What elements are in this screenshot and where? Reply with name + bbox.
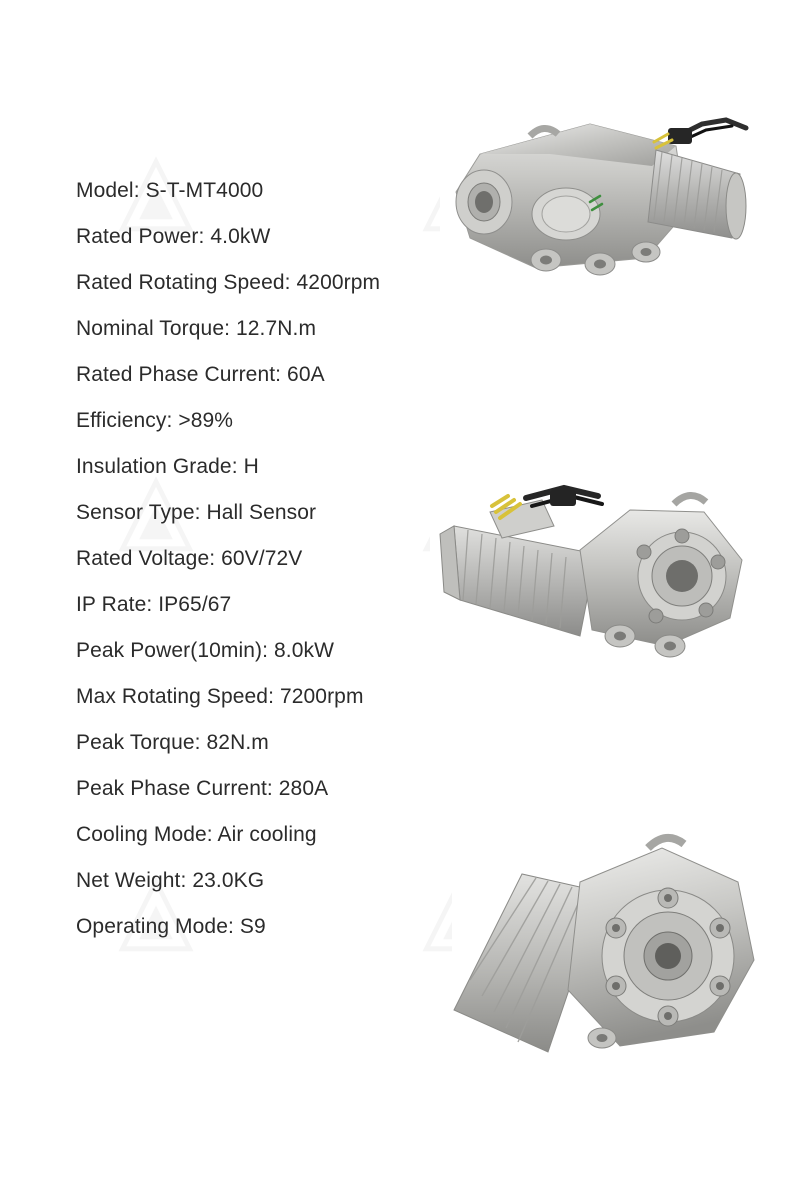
spec-value: 4.0kW <box>210 225 271 248</box>
spec-label: Rated Voltage: <box>76 547 216 570</box>
spec-value: Hall Sensor <box>206 501 317 524</box>
motor-photo-bottom <box>452 820 764 1068</box>
spec-label: Insulation Grade: <box>76 455 238 478</box>
spec-row <box>76 352 496 398</box>
spec-label: Peak Phase Current: <box>76 777 273 800</box>
spec-row <box>76 858 496 904</box>
spec-row <box>76 904 496 950</box>
spec-label: Rated Rotating Speed: <box>76 271 291 294</box>
spec-value: 82N.m <box>206 731 269 754</box>
spec-label: Rated Phase Current: <box>76 363 282 386</box>
spec-row <box>76 260 496 306</box>
spec-value: 8.0kW <box>273 639 334 662</box>
spec-row <box>76 168 496 214</box>
spec-value: IP65/67 <box>158 593 232 616</box>
spec-value: 280A <box>278 777 329 800</box>
spec-label: Cooling Mode: <box>76 823 213 846</box>
spec-value: 4200rpm <box>296 271 381 294</box>
spec-row <box>76 766 496 812</box>
spec-value: H <box>243 455 259 478</box>
spec-label: Sensor Type: <box>76 501 201 524</box>
spec-value: S9 <box>239 915 266 938</box>
motor-photo-middle <box>430 440 760 690</box>
spec-value: 60A <box>287 363 325 386</box>
motor-photo-top <box>440 62 758 302</box>
spec-label: Operating Mode: <box>76 915 234 938</box>
spec-label: Efficiency: <box>76 409 173 432</box>
spec-value: 7200rpm <box>279 685 364 708</box>
spec-row <box>76 398 496 444</box>
spec-value: 23.0KG <box>192 869 265 892</box>
spec-label: Max Rotating Speed: <box>76 685 275 708</box>
spec-label: Nominal Torque: <box>76 317 231 340</box>
spec-label: Rated Power: <box>76 225 205 248</box>
spec-value: >89% <box>178 409 234 432</box>
spec-value: Air cooling <box>217 823 317 846</box>
spec-row <box>76 812 496 858</box>
spec-label: Model: <box>76 179 140 202</box>
spec-row <box>76 214 496 260</box>
spec-label: Net Weight: <box>76 869 187 892</box>
spec-label: Peak Power(10min): <box>76 639 269 662</box>
spec-row <box>76 720 496 766</box>
spec-label: IP Rate: <box>76 593 153 616</box>
spec-row <box>76 306 496 352</box>
spec-value: 12.7N.m <box>235 317 317 340</box>
spec-value: 60V/72V <box>221 547 303 570</box>
spec-label: Peak Torque: <box>76 731 201 754</box>
spec-value: S-T-MT4000 <box>145 179 264 202</box>
